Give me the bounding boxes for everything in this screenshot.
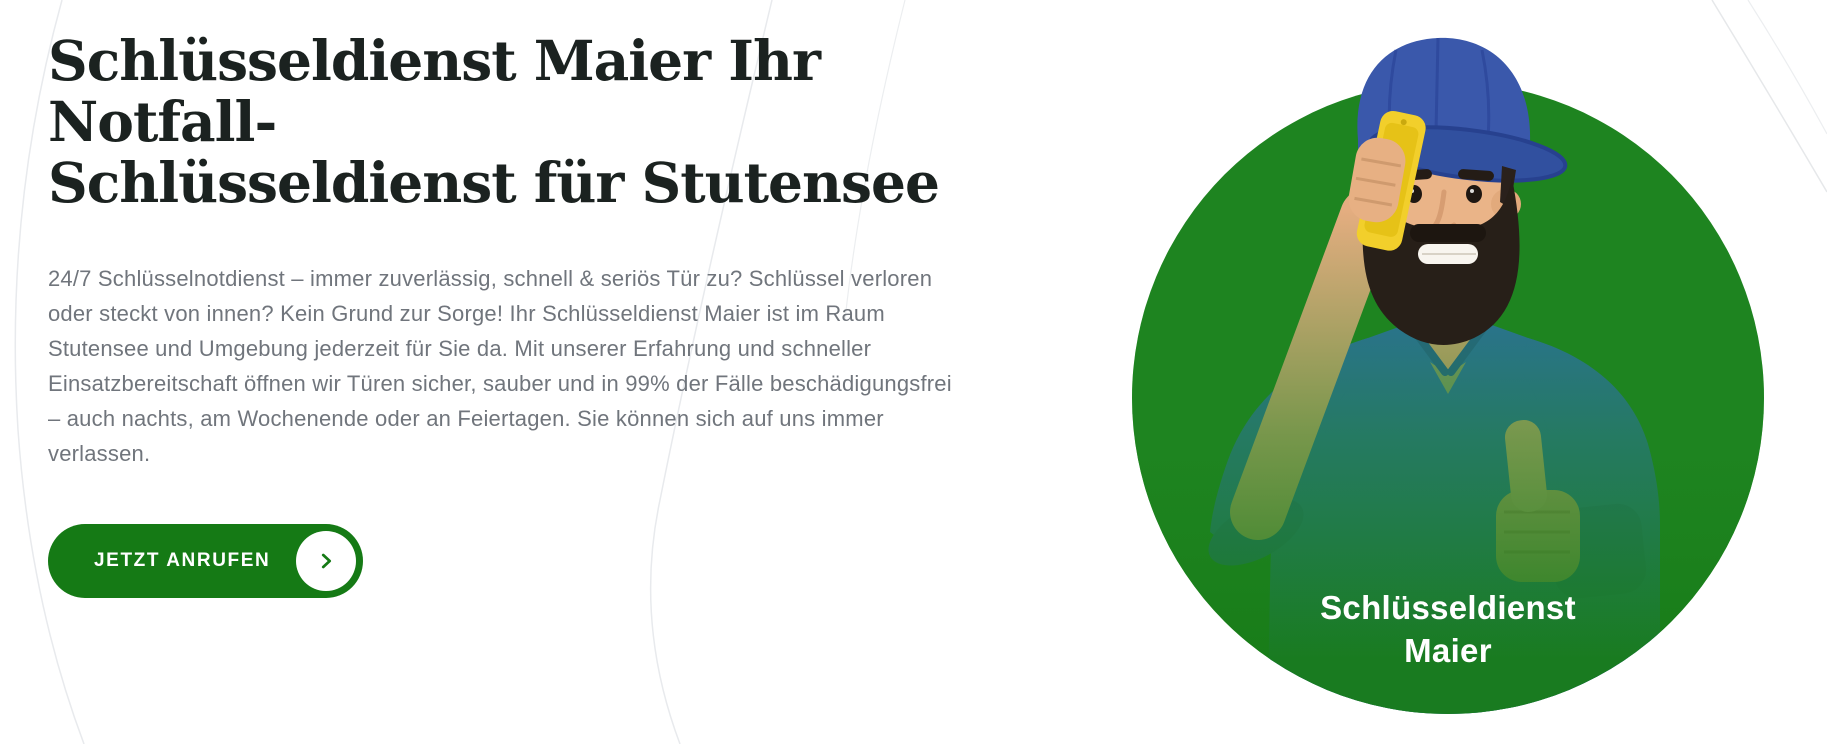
circle-brand-label bbox=[1248, 586, 1648, 672]
call-now-button[interactable] bbox=[48, 524, 363, 598]
hero-paragraph: 24/7 Schlüsselnotdienst – immer zuverlässig, schnell & seriös Tür zu? Schlüssel verloren oder steckt von innen? Kein Grund zur Sorge! Ihr Schlüsseldienst Maier ist im Raum Stutensee und Umgebung jederzeit für Sie da. Mit unserer Erfahrung und schneller Einsatzbereitschaft öffnen wir Türen sicher, sauber und in 99% der Fälle beschädigungsfrei – auch nachts, am Wochenende oder an Feiertagen. Sie können sich auf uns immer verlassen. bbox=[48, 266, 952, 466]
call-now-button-label: JETZT ANRUFEN bbox=[94, 550, 271, 571]
hero-image-circle bbox=[1100, 20, 1800, 720]
page-title-line1: Schlüsseldienst Maier Ihr Notfall- bbox=[48, 28, 820, 154]
hero-text-column bbox=[48, 30, 988, 471]
page-title bbox=[48, 30, 988, 213]
page-title-line2: Schlüsseldienst für Stutensee bbox=[48, 150, 939, 215]
chevron-right-icon bbox=[296, 531, 356, 591]
circle-brand-label-line2: Maier bbox=[1404, 632, 1492, 669]
circle-brand-label-line1: Schlüsseldienst bbox=[1320, 589, 1576, 626]
